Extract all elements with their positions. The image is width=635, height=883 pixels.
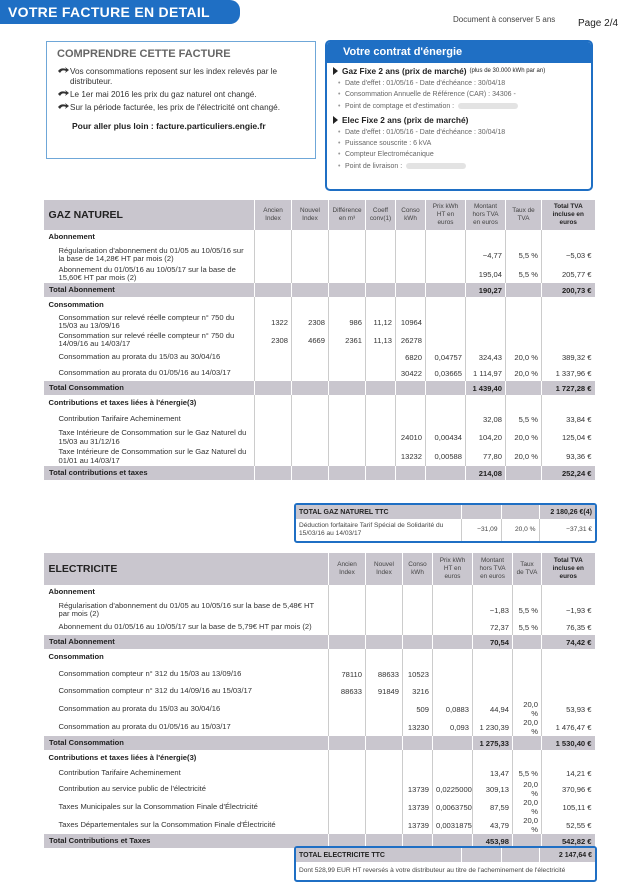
cell-label: Consommation sur relevé réelle compteur n° 750 du 14/09/16 au 14/03/17 bbox=[58, 330, 235, 348]
triangle-bullet-icon bbox=[333, 67, 338, 75]
group-label: Contributions et taxes liées à l'énergie(3) bbox=[48, 397, 197, 407]
table-row bbox=[44, 428, 595, 447]
col-header: Conso kWh bbox=[396, 200, 426, 230]
cell-label: Consommation au prorata du 15/03 au 30/04/16 bbox=[58, 351, 221, 361]
gas-section-title: GAZ NATUREL bbox=[44, 200, 255, 230]
cell-value: 0,093 bbox=[433, 718, 473, 736]
cell-value: 1 727,28 € bbox=[542, 381, 595, 395]
cell-value: 0,0063750 bbox=[433, 798, 473, 816]
cell-value: 93,36 € bbox=[542, 447, 595, 466]
table-row bbox=[44, 718, 595, 736]
total-row bbox=[44, 381, 595, 395]
cell-value: 76,35 € bbox=[542, 620, 595, 635]
cell-value: 6820 bbox=[396, 349, 426, 365]
cell-value: 72,37 bbox=[473, 620, 513, 635]
cell-value: 1 530,40 € bbox=[542, 736, 595, 750]
triangle-bullet-icon bbox=[333, 116, 338, 124]
cell-label: Consommation au prorata du 01/05/16 au 14/03/17 bbox=[58, 367, 231, 377]
cell-label: Consommation au prorata du 01/05/16 au 15/03/17 bbox=[58, 721, 231, 731]
group-label: Consommation bbox=[48, 299, 104, 309]
curved-arrow-icon bbox=[57, 67, 69, 76]
document-note: Document à conserver 5 ans bbox=[453, 15, 556, 24]
cell-value: 2 180,26 €(4) bbox=[539, 505, 595, 519]
cell-value: 5,5 % bbox=[513, 766, 542, 780]
cell-value: −5,03 € bbox=[542, 245, 595, 265]
cell-value: 13232 bbox=[396, 447, 426, 466]
table-row bbox=[44, 331, 595, 349]
col-header: Coeff conv(1) bbox=[366, 200, 396, 230]
cell-value: 1 476,47 € bbox=[542, 718, 595, 736]
cell-value: 2308 bbox=[255, 331, 292, 349]
cell-value: 1 230,39 bbox=[473, 718, 513, 736]
cell-value: 5,5 % bbox=[506, 411, 542, 428]
cell-value: 14,21 € bbox=[542, 766, 595, 780]
gas-ttc-box bbox=[294, 503, 597, 543]
col-header: Différence en m³ bbox=[329, 200, 366, 230]
cell-value: 389,32 € bbox=[542, 349, 595, 365]
cell-value: 10964 bbox=[396, 313, 426, 331]
cell-value: 104,20 bbox=[466, 428, 506, 447]
table-row bbox=[44, 245, 595, 265]
elec-table bbox=[43, 553, 595, 848]
page-banner: VOTRE FACTURE EN DETAIL bbox=[0, 0, 240, 24]
cell-value: 2308 bbox=[292, 313, 329, 331]
cell-value: 986 bbox=[329, 313, 366, 331]
cell-value: 5,5 % bbox=[506, 265, 542, 283]
cell-value: 4669 bbox=[292, 331, 329, 349]
group-label: Consommation bbox=[48, 651, 104, 661]
table-row bbox=[44, 798, 595, 816]
cell-value: 13739 bbox=[403, 798, 433, 816]
cell-value: 20,0 % bbox=[513, 718, 542, 736]
col-header: Ancien Index bbox=[255, 200, 292, 230]
table-row bbox=[44, 447, 595, 466]
cell-label: Taxes Municipales sur la Consommation Finale d'Électricité bbox=[58, 801, 258, 811]
col-header: Ancien Index bbox=[329, 553, 366, 585]
col-header: Total TVA incluse en euros bbox=[542, 200, 595, 230]
understand-item-text: Le 1er mai 2016 les prix du gaz naturel ont changé. bbox=[70, 90, 257, 99]
cell-label: TOTAL GAZ NATUREL TTC bbox=[296, 505, 461, 519]
cell-label: Total Abonnement bbox=[44, 635, 329, 649]
cell-value: 20,0 % bbox=[513, 798, 542, 816]
gas-contract-line: • Point de comptage et d'estimation : bbox=[333, 101, 585, 112]
understand-title: COMPRENDRE CETTE FACTURE bbox=[57, 48, 231, 60]
table-row bbox=[44, 620, 595, 635]
cell-value: 11,12 bbox=[366, 313, 396, 331]
cell-value: 11,13 bbox=[366, 331, 396, 349]
cell-value: 44,94 bbox=[473, 700, 513, 718]
cell-value: 0,00588 bbox=[426, 447, 466, 466]
more-info-link[interactable]: Pour aller plus loin : facture.particuliers.engie.fr bbox=[72, 121, 266, 131]
elec-section-title: ELECTRICITE bbox=[44, 553, 329, 585]
cell-value: 91849 bbox=[366, 683, 403, 700]
cell-value: 26278 bbox=[396, 331, 426, 349]
cell-value: 200,73 € bbox=[542, 283, 595, 297]
gas-contract-line: • Date d'effet : 01/05/16 - Date d'échéance : 30/04/18 bbox=[333, 78, 585, 89]
elec-contract-line: • Puissance souscrite : 6 kVA bbox=[333, 138, 585, 149]
cell-value: 13739 bbox=[403, 816, 433, 834]
cell-value: 1 337,96 € bbox=[542, 365, 595, 381]
cell-label: Total Consommation bbox=[44, 381, 255, 395]
cell-value: 1 114,97 bbox=[466, 365, 506, 381]
cell-value: 0,0883 bbox=[433, 700, 473, 718]
cell-value: 190,27 bbox=[466, 283, 506, 297]
gas-ttc-total bbox=[296, 505, 595, 519]
cell-label: Total Contributions et Taxes bbox=[44, 834, 329, 848]
understand-item bbox=[57, 67, 305, 87]
contract-title: Votre contrat d'énergie bbox=[327, 42, 591, 63]
col-header: Taux de TVA bbox=[513, 553, 542, 585]
cell-value: 52,55 € bbox=[542, 816, 595, 834]
cell-label: Consommation sur relevé réelle compteur n° 750 du 15/03 au 13/09/16 bbox=[58, 312, 235, 330]
redacted-value bbox=[458, 103, 518, 109]
understand-item-text: Vos consommations reposent sur les index relevés par le distributeur. bbox=[70, 67, 278, 86]
elec-ttc-note bbox=[296, 862, 595, 880]
understand-item bbox=[57, 103, 305, 113]
cell-value: 324,43 bbox=[466, 349, 506, 365]
table-row bbox=[44, 265, 595, 283]
cell-value: 309,13 bbox=[473, 780, 513, 798]
cell-value: 214,08 bbox=[466, 466, 506, 480]
gas-contract-note: (plus de 30.000 kWh par an) bbox=[469, 68, 546, 74]
elec-ttc-total bbox=[296, 848, 595, 862]
gas-contract-title: Gaz Fixe 2 ans (prix de marché) bbox=[342, 66, 467, 76]
cell-value: −37,31 € bbox=[539, 519, 595, 541]
cell-label: Taxe Intérieure de Consommation sur le Gaz Naturel du 01/01 au 14/03/17 bbox=[58, 447, 247, 465]
cell-value: 70,54 bbox=[473, 635, 513, 649]
cell-label: Taxe Intérieure de Consommation sur le Gaz Naturel du 15/03 au 31/12/16 bbox=[58, 428, 247, 446]
cell-value: −1,83 bbox=[473, 600, 513, 620]
cell-value: 20,0 % bbox=[506, 365, 542, 381]
understand-box bbox=[46, 41, 316, 159]
elec-contract-line: • Date d'effet : 01/05/16 - Date d'échéance : 30/04/18 bbox=[333, 127, 585, 138]
cell-value: 20,0 % bbox=[513, 816, 542, 834]
cell-value: 20,0 % bbox=[506, 447, 542, 466]
cell-value: 0,0225000 bbox=[433, 780, 473, 798]
table-row bbox=[44, 411, 595, 428]
cell-value: 74,42 € bbox=[542, 635, 595, 649]
cell-value: 1322 bbox=[255, 313, 292, 331]
gas-contract bbox=[327, 63, 591, 112]
table-row bbox=[44, 700, 595, 718]
cell-value: 33,84 € bbox=[542, 411, 595, 428]
cell-value: 195,04 bbox=[466, 265, 506, 283]
cell-value: 0,00434 bbox=[426, 428, 466, 447]
cell-value: 88633 bbox=[366, 665, 403, 683]
cell-value: 252,24 € bbox=[542, 466, 595, 480]
cell-value: 1 275,33 bbox=[473, 736, 513, 750]
cell-value: 5,5 % bbox=[513, 600, 542, 620]
col-header: Taux de TVA bbox=[506, 200, 542, 230]
col-header: Montant hors TVA en euros bbox=[466, 200, 506, 230]
table-row bbox=[44, 365, 595, 381]
cell-value: 0,04757 bbox=[426, 349, 466, 365]
elec-ttc-box bbox=[294, 846, 597, 882]
understand-item-text: Sur la période facturée, les prix de l'électricité ont changé. bbox=[70, 103, 281, 112]
group-label: Abonnement bbox=[48, 587, 95, 597]
table-row bbox=[44, 313, 595, 331]
cell-label: Régularisation d'abonnement du 01/05 au 10/05/16 sur la base de 5,48€ HT par mois (2) bbox=[58, 600, 314, 618]
curved-arrow-icon bbox=[57, 90, 69, 99]
cell-value: 20,0 % bbox=[506, 349, 542, 365]
col-header: Nouvel Index bbox=[292, 200, 329, 230]
cell-value: 32,08 bbox=[466, 411, 506, 428]
cell-label: Contribution au service public de l'électricité bbox=[58, 783, 206, 793]
cell-value: 88633 bbox=[329, 683, 366, 700]
table-row bbox=[44, 780, 595, 798]
cell-value: 0,0031875 bbox=[433, 816, 473, 834]
contract-box bbox=[325, 40, 593, 191]
col-header: Prix kWh HT en euros bbox=[433, 553, 473, 585]
total-row bbox=[44, 736, 595, 750]
cell-label: Régularisation d'abonnement du 01/05 au 10/05/16 sur la base de 14,28€ HT par mois (2) bbox=[58, 245, 244, 263]
table-row bbox=[44, 665, 595, 683]
group-label: Abonnement bbox=[48, 232, 95, 242]
cell-label: Contribution Tarifaire Acheminement bbox=[58, 414, 181, 424]
total-row bbox=[44, 635, 595, 649]
elec-contract bbox=[327, 112, 591, 172]
group-label: Contributions et taxes liées à l'énergie(3) bbox=[48, 752, 197, 762]
col-header: Conso kWh bbox=[403, 553, 433, 585]
elec-contract-title: Elec Fixe 2 ans (prix de marché) bbox=[342, 114, 469, 125]
cell-value: 30422 bbox=[396, 365, 426, 381]
cell-label: Consommation compteur n° 312 du 14/09/16 au 15/03/17 bbox=[58, 686, 252, 696]
cell-label: Déduction forfaitaire Tarif Spécial de Solidarité du 15/03/16 au 14/03/17 bbox=[299, 522, 444, 537]
cell-label: Abonnement du 01/05/16 au 10/05/17 sur la base de 5,79€ HT par mois (2) bbox=[58, 622, 312, 632]
cell-value: 542,82 € bbox=[542, 834, 595, 848]
elec-contract-line: • Point de livraison : bbox=[333, 161, 585, 172]
page-number: Page 2/4 bbox=[578, 18, 619, 29]
cell-value: 5,5 % bbox=[513, 620, 542, 635]
cell-label: TOTAL ELECTRICITE TTC bbox=[296, 848, 461, 862]
cell-value: 105,11 € bbox=[542, 798, 595, 816]
table-row bbox=[44, 349, 595, 365]
cell-label: Total contributions et taxes bbox=[44, 466, 255, 480]
gas-table bbox=[43, 200, 595, 480]
cell-value: 13739 bbox=[403, 780, 433, 798]
gas-contract-line: • Consommation Annuelle de Référence (CAR) : 34306 - bbox=[333, 89, 585, 100]
gas-ttc-deduction bbox=[296, 519, 595, 541]
col-header: Total TVA incluse en euros bbox=[542, 553, 595, 585]
cell-value: 20,0 % bbox=[506, 428, 542, 447]
cell-value: 10523 bbox=[403, 665, 433, 683]
total-row bbox=[44, 466, 595, 480]
cell-value: 453,98 bbox=[473, 834, 513, 848]
cell-value: −4,77 bbox=[466, 245, 506, 265]
table-row bbox=[44, 683, 595, 700]
table-row bbox=[44, 816, 595, 834]
col-header: Prix kWh HT en euros bbox=[426, 200, 466, 230]
cell-value: 0,03665 bbox=[426, 365, 466, 381]
cell-value: 3216 bbox=[403, 683, 433, 700]
cell-value: 370,96 € bbox=[542, 780, 595, 798]
cell-value: 24010 bbox=[396, 428, 426, 447]
understand-item bbox=[57, 90, 305, 100]
cell-label: Dont 528,99 EUR HT reversés à votre distributeur au titre de l'acheminement de l'électricité bbox=[299, 867, 566, 874]
cell-value: 2361 bbox=[329, 331, 366, 349]
cell-value: 205,77 € bbox=[542, 265, 595, 283]
col-header: Nouvel Index bbox=[366, 553, 403, 585]
cell-label: Consommation compteur n° 312 du 15/03 au 13/09/16 bbox=[58, 668, 242, 678]
total-row bbox=[44, 283, 595, 297]
cell-value: 53,93 € bbox=[542, 700, 595, 718]
curved-arrow-icon bbox=[57, 103, 69, 112]
cell-label: Abonnement du 01/05/16 au 10/05/17 sur la base de 15,60€ HT par mois (2) bbox=[58, 264, 236, 282]
cell-value: 125,04 € bbox=[542, 428, 595, 447]
cell-label: Consommation au prorata du 15/03 au 30/04/16 bbox=[58, 703, 221, 713]
redacted-value bbox=[406, 163, 466, 169]
cell-label: Taxes Départementales sur la Consommation Finale d'Électricité bbox=[58, 819, 276, 829]
cell-value: −31,09 bbox=[461, 519, 501, 541]
cell-value: 509 bbox=[403, 700, 433, 718]
cell-value: 2 147,64 € bbox=[539, 848, 595, 862]
table-row bbox=[44, 600, 595, 620]
cell-value: 77,80 bbox=[466, 447, 506, 466]
table-row bbox=[44, 766, 595, 780]
cell-value: −1,93 € bbox=[542, 600, 595, 620]
cell-label: Contribution Tarifaire Acheminement bbox=[58, 767, 181, 777]
cell-value: 20,0 % bbox=[501, 519, 539, 541]
cell-value: 5,5 % bbox=[506, 245, 542, 265]
cell-label: Total Consommation bbox=[44, 736, 329, 750]
cell-value: 20,0 % bbox=[513, 780, 542, 798]
elec-contract-line: • Compteur Electromécanique bbox=[333, 149, 585, 160]
cell-value: 20,0 % bbox=[513, 700, 542, 718]
col-header: Montant hors TVA en euros bbox=[473, 553, 513, 585]
cell-value: 43,79 bbox=[473, 816, 513, 834]
cell-value: 13230 bbox=[403, 718, 433, 736]
cell-value: 87,59 bbox=[473, 798, 513, 816]
cell-label: Total Abonnement bbox=[44, 283, 255, 297]
cell-value: 13,47 bbox=[473, 766, 513, 780]
cell-value: 78110 bbox=[329, 665, 366, 683]
cell-value: 1 439,40 bbox=[466, 381, 506, 395]
